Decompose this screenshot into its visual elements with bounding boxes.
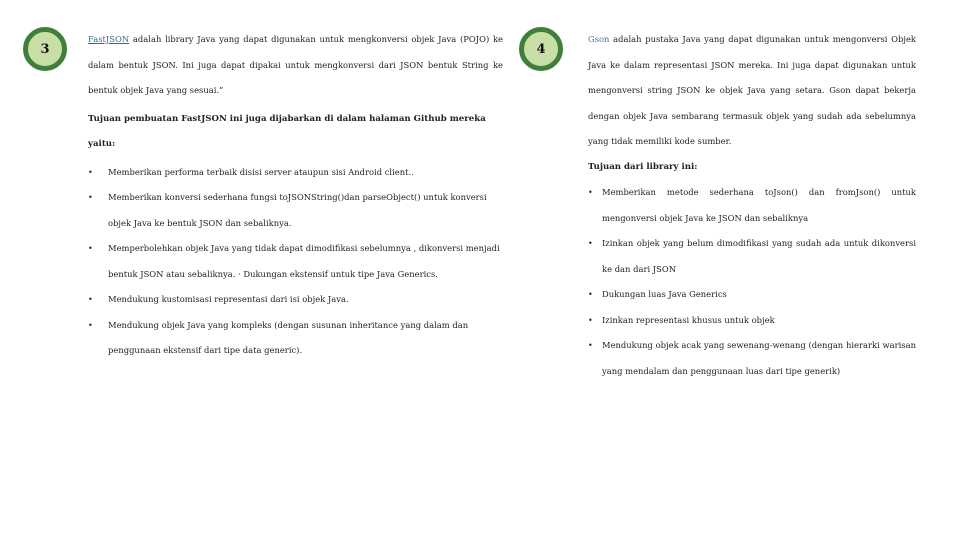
gson-column	[588, 27, 916, 384]
fastjson-heading: Tujuan pembuatan FastJSON ini juga dijabarkan di dalam halaman Github mereka yaitu:	[88, 113, 486, 149]
gson-link[interactable]: Gson	[588, 34, 610, 44]
list-item: • Dukungan luas Java Generics	[588, 282, 916, 308]
list-item: • Memberikan konversi sederhana fungsi toJSONString()dan parseObject() untuk konversi objek Java ke bentuk JSON dan sebaliknya.	[88, 185, 503, 236]
fastjson-goals-list	[88, 160, 503, 364]
list-item: • Memperbolehkan objek Java yang tidak dapat dimodifikasi sebelumnya , dikonversi menjadi bentuk JSON atau sebaliknya. · Dukungan ekstensif untuk tipe Java Generics.	[88, 236, 503, 287]
list-item: • Mendukung objek Java yang kompleks (dengan susunan inheritance yang dalam dan penggunaan ekstensif dari tipe data generic).	[88, 313, 503, 364]
gson-intro	[588, 27, 916, 155]
slide-number-badge-3	[23, 27, 67, 71]
list-item: • Memberikan metode sederhana toJson() dan fromJson() untuk mengonversi objek Java ke JSON dan sebaliknya	[588, 180, 916, 231]
list-item: • Izinkan representasi khusus untuk objek	[588, 308, 916, 334]
slide-number-badge-4	[519, 27, 563, 71]
fastjson-intro-text: adalah library Java yang dapat digunakan untuk mengkonversi objek Java (POJO) ke dalam bentuk JSON. Ini juga dapat dipakai untuk mengkonversi dari JSON bentuk String ke bentuk objek Java yang sesuai.”	[88, 34, 503, 95]
list-item: • Mendukung objek acak yang sewenang-wenang (dengan hierarki warisan yang mendalam dan penggunaan luas dari tipe generik)	[588, 333, 916, 384]
fastjson-link[interactable]: FastJSON	[88, 34, 130, 44]
slide-number-3: 3	[40, 41, 50, 57]
fastjson-column	[88, 27, 503, 364]
gson-goals-list	[588, 180, 916, 384]
slide-number-4: 4	[536, 41, 546, 57]
list-item: • Izinkan objek yang belum dimodifikasi yang sudah ada untuk dikonversi ke dan dari JSON	[588, 231, 916, 282]
gson-heading: Tujuan dari library ini:	[588, 161, 698, 172]
list-item: • Memberikan performa terbaik disisi server ataupun sisi Android client..	[88, 160, 503, 186]
gson-intro-text: adalah pustaka Java yang dapat digunakan untuk mengonversi Objek Java ke dalam representasi JSON mereka. Ini juga dapat digunakan untuk mengonversi string JSON ke objek Java yang setara. Gson dapat bekerja dengan objek Java sembarang termasuk objek yang sudah ada sebelumnya yang tidak memiliki kode sumber.	[588, 34, 916, 146]
list-item: • Mendukung kustomisasi representasi dari isi objek Java.	[88, 287, 503, 313]
fastjson-intro	[88, 27, 503, 104]
